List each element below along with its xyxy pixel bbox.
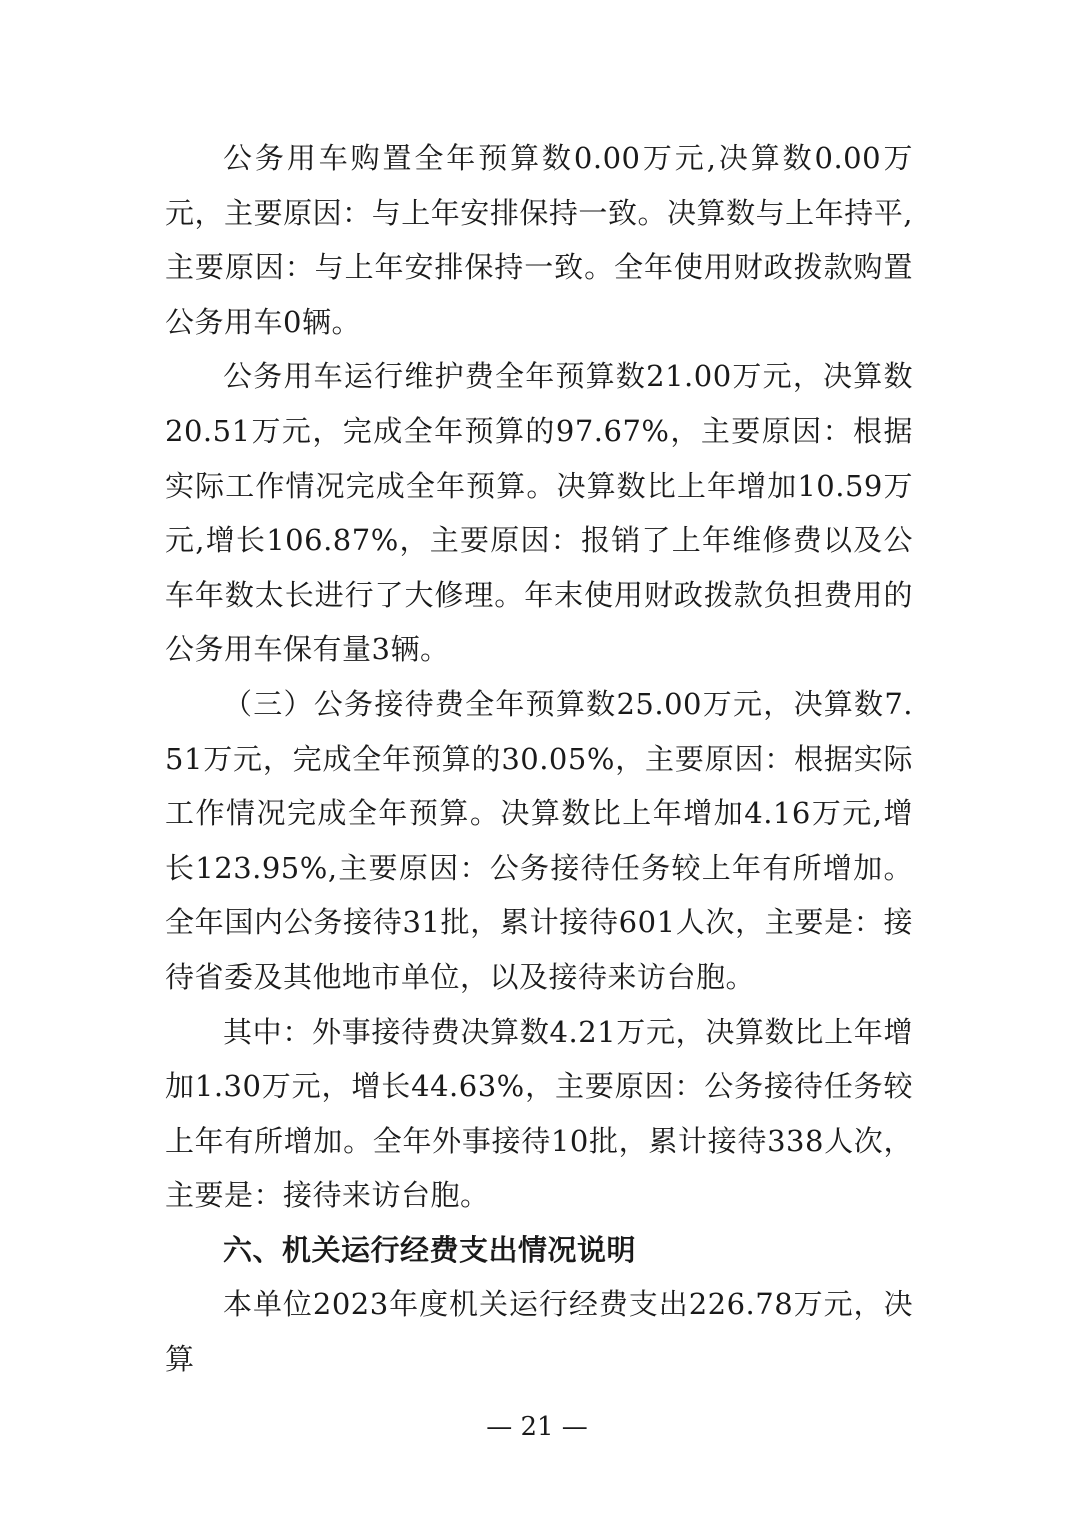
section-heading: 六、机关运行经费支出情况说明 [223,1232,637,1267]
paragraph-foreign-reception: 其中：外事接待费决算数4.21万元，决算数比上年增加1.30万元，增长44.63%，主要原因：公务接待任务较上年有所增加。全年外事接待10批，累计接待338人次，主要是：接待来访台胞。 [165,1014,913,1213]
paragraph-vehicle-purchase: 公务用车购置全年预算数0.00万元,决算数0.00万元，主要原因：与上年安排保持一致。决算数与上年持平,主要原因：与上年安排保持一致。全年使用财政拨款购置公务用车0辆。 [165,141,913,339]
page-number: — 21 — [486,1412,588,1442]
paragraph-official-reception: （三）公务接待费全年预算数25.00万元，决算数7.51万元，完成全年预算的30.05%，主要原因：根据实际工作情况完成全年预算。决算数比上年增加4.16万元,增长123.95%,主要原因：公务接待任务较上年有所增加。全年国内公务接待31批，累计接待601人次，主要是：接待省委及其他地市单位，以及接待来访台胞。 [165,686,913,994]
document-body [165,131,913,1387]
paragraph-operating-expenses: 本单位2023年度机关运行经费支出226.78万元，决算 [165,1287,913,1377]
paragraph-vehicle-maintenance: 公务用车运行维护费全年预算数21.00万元，决算数20.51万元，完成全年预算的97.67%，主要原因：根据实际工作情况完成全年预算。决算数比上年增加10.59万元,增长106.87%，主要原因：报销了上年维修费以及公车年数太长进行了大修理。年末使用财政拨款负担费用的公务用车保有量3辆。 [165,359,913,667]
